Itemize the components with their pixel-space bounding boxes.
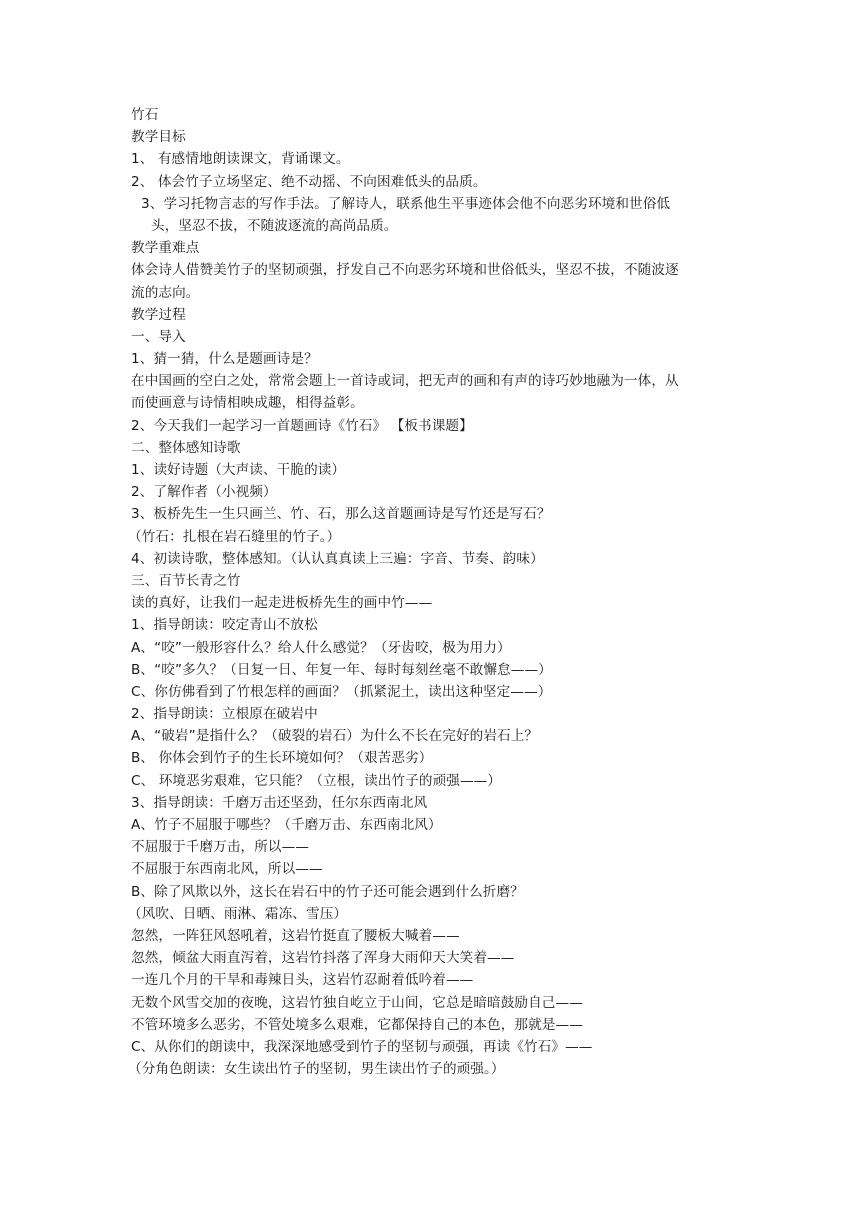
text-line: 1、指导朗读：咬定青山不放松 [131,617,318,634]
text-line: 在中国画的空白之处，常常会题上一首诗或词，把无声的画和有声的诗巧妙地融为一体，从 [131,373,679,390]
text-line: 教学目标 [131,129,186,146]
text-line: 流的志向。 [131,284,200,301]
text-line: 而使画意与诗情相映成趣，相得益彰。 [131,395,364,412]
text-line: 忽然，倾盆大雨直泻着，这岩竹抖落了浑身大雨仰天大笑着—— [131,950,515,967]
text-line: B、“咬”多久？（日复一日、年复一年、每时每刻丝毫不敢懈怠——） [131,661,552,678]
text-line: 一、导入 [131,328,186,345]
text-line: 2、了解作者（小视频） [131,484,277,501]
text-line: 三、百节长青之竹 [131,572,241,589]
text-line: C、你仿佛看到了竹根怎样的画面？（抓紧泥土，读出这种坚定——） [131,683,552,700]
text-line: 不管环境多么恶劣，不管处境多么艰难，它都保持自己的本色，那就是—— [131,1016,583,1033]
text-line: A、竹子不屈服于哪些？（千磨万击、东西南北风） [131,817,442,833]
text-line: 3、板桥先生一生只画兰、竹、石，那么这首题画诗是写竹还是写石？ [131,506,551,523]
text-line: C、从你们的朗读中，我深深地感受到竹子的坚韧与顽强，再读《竹石》—— [131,1038,593,1055]
text-line: 1、 有感情地朗读课文，背诵课文。 [131,151,350,168]
text-line: 一连几个月的干旱和毒辣日头，这岩竹忍耐着低吟着—— [131,972,474,989]
text-line: 读的真好，让我们一起走进板桥先生的画中竹—— [131,595,433,612]
text-line: 1、读好诗题（大声读、干脆的读） [131,462,346,478]
text-line: B、 你体会到竹子的生长环境如何？（艰苦恶劣） [131,750,433,767]
text-line: 2、今天我们一起学习一首题画诗《竹石》 【板书课题】 [131,417,473,434]
document-body [128,104,741,1080]
text-line: 不屈服于千磨万击，所以—— [131,839,310,856]
text-line: （风吹、日晒、雨淋、霜冻、雪压） [128,905,348,922]
text-line: 教学重难点 [131,240,200,257]
text-line: 竹石 [131,107,159,123]
text-line: C、 环境恶劣艰难，它只能？（立根，读出竹子的顽强——） [131,772,502,789]
text-line: （竹石：扎根在岩石缝里的竹子。） [128,528,341,545]
text-line: 头，坚忍不拔，不随波逐流的高尚品质。 [151,217,398,234]
text-line: A、“咬”一般形容什么？给人什么感觉？（牙齿咬，极为用力） [131,639,511,656]
text-line: 4、初读诗歌，整体感知。（认认真真读上三遍：字音、节奏、韵味） [131,550,544,567]
text-line: 无数个风雪交加的夜晚，这岩竹独自屹立于山间，它总是暗暗鼓励自己—— [131,994,583,1011]
text-line: 体会诗人借赞美竹子的坚韧顽强，抒发自己不向恶劣环境和世俗低头，坚忍不拔，不随波逐 [131,262,679,279]
text-line: 3、学习托物言志的写作手法。了解诗人，联系他生平事迹体会他不向恶劣环境和世俗低 [141,195,671,212]
text-line: 教学过程 [131,306,186,323]
text-line: （分角色朗读：女生读出竹子的坚韧，男生读出竹子的顽强。） [128,1061,505,1078]
text-line: 3、指导朗读：千磨万击还坚劲，任尔东西南北风 [131,794,428,811]
text-line: 忽然，一阵狂风怒吼着，这岩竹挺直了腰板大喊着—— [131,927,460,944]
text-line: A、“破岩”是指什么？（破裂的岩石）为什么不长在完好的岩石上？ [131,728,539,745]
text-line: 2、指导朗读：立根原在破岩中 [131,706,318,723]
text-line: 不屈服于东西南北风，所以—— [131,861,323,878]
text-line: B、除了风欺以外，这长在岩石中的竹子还可能会遇到什么折磨？ [131,883,524,900]
text-line: 1、猜一猜，什么是题画诗是？ [131,351,318,368]
text-line: 2、 体会竹子立场坚定、绝不动摇、不向困难低头的品质。 [131,173,487,190]
text-line: 二、整体感知诗歌 [131,439,241,456]
